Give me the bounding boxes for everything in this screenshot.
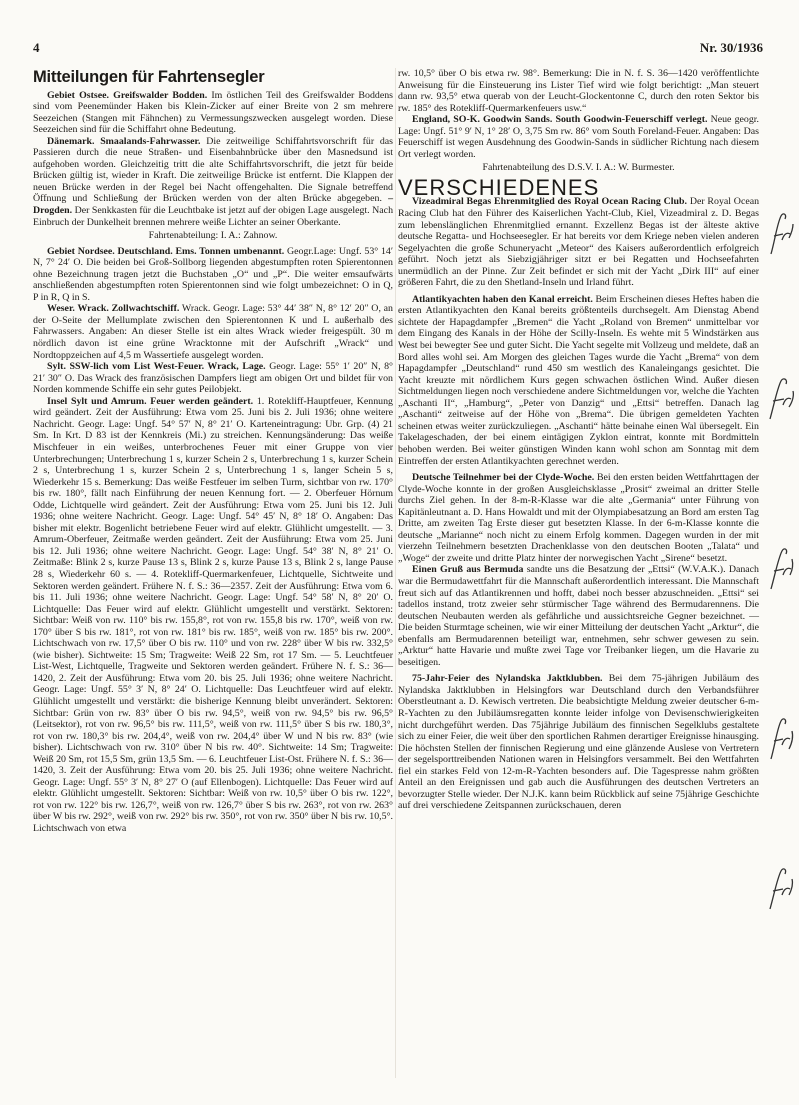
issue-number: Nr. 30/1936 bbox=[699, 40, 763, 55]
body-nylandska: Bei dem 75-jährigen Jubiläum des Nylandska Jaktklubben in Helsingfors war Deutschland durch den Verbandsführer Oberstleutnant a. D. Kewisch vertreten. Die beabsichtigte Meldung zweier deutscher 6-m-R-Yachten zu den Jubiläumsregatten konnte leider infolge von Devisenschwierigkeiten nicht durchgeführt werden. Das 75jährige Jubiläum des finnischen Segelklubs gestaltete sich zu einer Feier, die weit über den sportlichen Rahmen derartiger Ereignisse hinausging. Die höchsten Stellen der finnischen Regierung und eine glänzende Auslese von Vertretern der segelsporttreibenden Nationen waren in Helsingfors versammelt. Bei den Wettfahrten fiel ein starkes Feld von 12-m-R-Yachten besonders auf. Die Tagespresse nahm größten Anteil an den Ereignissen und gab auch die Ausführungen des deutschen Vertreters an bevorzugter Stelle wieder. Der N.J.K. kann beim Rückblick auf seine 75jährige Geschichte auf drei verschiedene Zeitspannen zurückschauen, deren bbox=[398, 673, 759, 812]
heading-nylandska: 75-Jahr-Feier des Nylandska Jaktklubben. bbox=[412, 673, 603, 685]
signature-zahnow: Fahrtenabteilung: I. A.: Zahnow. bbox=[148, 230, 278, 242]
heading-nordsee: Gebiet Nordsee. Deutschland. Ems. Tonnen umbenannt. bbox=[47, 245, 285, 257]
handwritten-note-3 bbox=[765, 545, 795, 591]
handwritten-note-1 bbox=[765, 210, 795, 256]
paragraph-sylt bbox=[33, 361, 393, 396]
body-ostsee: Im östlichen Teil des Greifswalder Boddens sind vom Peenemünder Haken bis Klein-Zicker auf einer Breite von 2 sm mehrere Seezeichen (Stangen mit Fähnchen) zu Vermessungszwecken ausgelegt worden. Diese Seezeichen sind für die Schiffahrt ohne Bedeutung. bbox=[33, 89, 393, 136]
heading-clyde: Deutsche Teilnehmer bei der Clyde-Woche. bbox=[412, 472, 595, 484]
handwritten-note-4 bbox=[765, 715, 795, 761]
paragraph-england bbox=[398, 114, 759, 160]
heading-daenemark: Dänemark. Smaalands-Fahrwasser. bbox=[47, 135, 201, 147]
body-daenemark: Die zeitweilige Schiffahrtsvorschrift für das Passieren durch die neue Straßen- und Eisenbahnbrücke über den Masnedsund ist aufgehoben worden. Gleichzeitig tritt die alte Schiffahrtsvorschrift, die jetzt für beide Brücken gültig ist, wieder in Kraft. Die zeitweilige Brücke ist entfernt. Die Klappen der neuen Brücke werden in der Regel bei Nacht offengehalten. Die Signale betreffend Öffnung und Schließung der Brücken werden von der alten Brücke abgegeben. bbox=[33, 135, 394, 205]
heading-atlantik: Atlantikyachten haben den Kanal erreicht. bbox=[412, 293, 593, 305]
heading-ostsee: Gebiet Ostsee. Greifswalder Bodden. bbox=[47, 89, 208, 101]
handwritten-note-2 bbox=[765, 375, 795, 421]
body-drogden: Der Senkkasten für die Leuchtbake ist jetzt auf der obigen Lage ausgelegt. Nach Einbruch der Dunkelheit brennen mehrere weiße Lichter an seiner Oberkante. bbox=[33, 205, 394, 228]
body-weser: Wrack. Geogr. Lage: 53° 44′ 38″ N, 8° 12′ 20″ O, an der O-Seite der Mellumplate zwischen den Spierentonnen K und L außerhalb des Fahrwassers. Angaben: An dieser Stelle ist ein altes Wrack wieder freigespült. 30 m nördlich davon ist eine grüne Wracktonne mit der Aufschrift „Wrack“ und Nordtoppzeichen auf 4,5 m Wassertiefe ausgelegt worden. bbox=[33, 303, 393, 361]
body-sylt: Geogr. Lage: 55° 1′ 20″ N, 8° 21′ 30″ O. Das Wrack des französischen Dampfers liegt am obigen Ort und bildet für von Norden kommende Schiffe ein sehr gutes Peilobjekt. bbox=[33, 361, 393, 396]
heading-bermuda: Einen Gruß aus Bermuda bbox=[412, 564, 524, 576]
section-title-verschiedenes: VERSCHIEDENES bbox=[398, 174, 600, 200]
body-england: Neue geogr. Lage: Ungf. 51° 9′ N, 1° 28′ O, 3,75 Sm rw. 86° vom South Foreland-Feuer. Angaben: Das Feuerschiff ist wegen Ausdehnung des Goodwin-Sands in südlicher Richtung nach diesem Ort verlegt worden. bbox=[398, 114, 760, 160]
column-divider bbox=[395, 68, 396, 1078]
paragraph-daenemark bbox=[33, 136, 393, 228]
section-title-fahrtensegler: Mitteilungen für Fahrtensegler bbox=[33, 68, 265, 86]
signature-burmester: Fahrtenabteilung des D.S.V. I. A.: W. Burmester. bbox=[482, 162, 675, 174]
paragraph-ostsee bbox=[33, 90, 393, 136]
paragraph-amrum bbox=[33, 396, 393, 835]
right-column bbox=[398, 68, 759, 812]
paragraph-weser bbox=[33, 303, 393, 361]
body-atlantik: Beim Erscheinen dieses Heftes haben die ersten Atlantikyachten den Kanal bereits größtenteils durchsegelt. Am Dienstag Abend sichtete der Hapagdampfer „Bremen“ die Yacht „Roland von Bremen“ unmittelbar vor dem Eingang des Kanals in der Höhe der Scilly-Inseln. Es wehte mit 5 Windstärken aus West bei bewegter See und guter Sicht. Die Yacht segelte mit Vollzeug und meldete, daß an Bord alles wohl sei. Am Morgen des gleichen Tages wurde die Yacht „Brema“ von dem Hapagdampfer „Deutschland“ rund 450 sm westlich des Kanaleingangs gesichtet. Die Yacht kreuzte mit nördlichem Kurs gegen schwachen östlichen Wind. Außer diesen Sichtmeldungen liegen noch verschiedene andere Sichtmeldungen vor, welche die Yachten „Aschanti II“, „Hamburg“, „Peter von Danzig“ und „Ettsi“ betreffen. Danach lag „Aschanti“ zeitweise auf der Höhe von „Brema“. Die übrigen gemeldeten Yachten scheinen etwas weiter zurückzuliegen. „Aschanti“ hätte beinahe einen Wal übersegelt. Ein Takelageschaden, der bei einem eintägigen Zyklon eintrat, konnte mit Bordmitteln behoben werden. Bei weiter günstigen Winden kann wohl schon am Sonntag mit dem Eintreffen der ersten Atlantikyachten gerechnet werden. bbox=[398, 293, 759, 467]
heading-sylt: Sylt. SSW-lich vom List West-Feuer. Wrack, Lage. bbox=[47, 361, 266, 373]
paragraph-nylandska bbox=[398, 673, 759, 812]
heading-drogden: – Drogden. bbox=[33, 193, 394, 217]
paragraph-atlantik bbox=[398, 294, 759, 467]
body-amrum: 1. Rotekliff-Hauptfeuer, Kennung wird geändert. Zeit der Ausführung: Etwa vom 25. Juni bis 2. Juli 1936; ohne weitere Nachricht. Geogr. Lage: Ungf. 54° 57′ N, 8° 21′ O. Karteneintragung: Ubr. Grp. (4) 21 Sm. In Krt. D 83 ist der Kennkreis (Mi.) zu streichen. Kennungsänderung: Das weiße Mischfeuer in ein weißes, unterbrochenes Feuer mit einer Gruppe von vier Unterbrechungen; Unterbrechung 1 s, kurzer Schein 2 s, Unterbrechung 1 s, kurzer Schein 2 s, Unterbrechung 1 s, kurzer Schein 2 s, Unterbrechung 1 s, langer Schein 5 s, Wiederkehr 15 s. Bemerkung: Das weiße Festfeuer im selben Turm, sichtbar von rw. 170° bis rw. 180°, fällt nach Einführung der neuen Kennung fort. — 2. Oberfeuer Hörnum Odde, Lichtquelle wird geändert. Zeit der Ausführung: Etwa vom 25. Juni bis 12. Juli 1936; ohne weitere Nachricht. Geogr. Lage: Ungf. 54° 45′ N, 8° 18′ O. Angaben: Das bisher mit elektr. Bogenlicht betriebene Feuer wird auf elektr. Glühlicht umgestellt. — 3. Amrum-Oberfeuer, Zeitmaße werden geändert. Zeit der Ausführung: Etwa vom 25. Juni bis 12. Juli 1936; ohne weitere Nachricht. Geogr. Lage: Ungf. 54° 38′ N, 8° 21′ O. Zeitmaße: Blink 2 s, kurze Pause 13 s, Blink 2 s, kurze Pause 13 s, Blink 2 s, lange Pause 28 s, Wiederkehr 60 s. — 4. Rotekliff-Quermarkenfeuer, Lichtquelle, Sichtweite und Sektoren werden geändert. Frühere N. f. S.: 36—2357. Zeit der Ausführung: Etwa vom 6. bis 11. Juli 1936; ohne weitere Nachricht. Geogr. Lage: Ungf. 54° 58′ N, 8° 20′ O. Lichtquelle: Das Feuer wird auf elektr. Glühlicht umgestellt und verstärkt. Sektoren: Sichtbar: Weiß von rw. 110° bis rw. 155,8°, rot von rw. 155,8 bis rw. 170°, weiß von rw. 170° über S bis rw. 181°, rot von rw. 181° bis rw. 185°, weiß von rw. 185° bis rw. 200°. Lichtschwach von rw. 17,5° über O bis rw. 110° und von rw. 228° über W bis rw. 332,5° (wie bisher). Sichtweite: 15 Sm; Tragweite: Weiß 22 Sm, rot 17 Sm. — 5. Leuchtfeuer List-West, Lichtquelle, Tragweite und Sektoren werden geändert. Frühere N. f. S.: 36—1420, 2. Zeit der Ausführung: Etwa vom 20. bis 25. Juli 1936; ohne weitere Nachricht. Geogr. Lage: Ungf. 55° 3′ N, 8° 24′ O. Lichtquelle: Das Leuchtfeuer wird auf elektr. Glühlicht umgestellt und verstärkt: die bisherige Kennung bleibt unverändert. Sektoren: Sichtbar: Grün von rw. 83° über O bis rw. 94,5°, weiß von rw. 94,5° bis rw. 96,5° (Leitsektor), rot von rw. 96,5° bis rw. 111,5°, weiß von rw. 111,5° über S bis rw. 180,3°, rot von rw. 180,3° bis rw. 204,4°, weiß von rw. 204,4° über W und N bis rw. 83° (wie bisher). Lichtschwach von rw. 310° über N bis rw. 40°. Sichtweite: 14 Sm; Tragweite: Weiß 20 Sm, rot 15,5 Sm, grün 13,5 Sm. — 6. Leuchtfeuer List-Ost. Frühere N. f. S.: 36—1420, 3. Zeit der Ausführung: Etwa vom 20. bis 25. Juli 1936; ohne weitere Nachricht. Geogr. Lage: Ungf. 55° 3′ N, 8° 27′ O (auf Ellenbogen). Lichtquelle: Das Feuer wird auf elektr. Glühlicht umgestellt. Sektoren: Sichtbar: Weiß von rw. 10,5° über O bis rw. 122°, rot von rw. 122° bis rw. 126,7°, weiß von rw. 126,7° über S bis rw. 263°, rot von rw. 263° über W bis rw. 292°, weiß von rw. 292° bis rw. 350°, rot von rw. 350° über N bis rw. 10,5°. Lichtschwach von etwa bbox=[33, 395, 393, 834]
left-column bbox=[33, 68, 393, 835]
body-bermuda: sandte uns die Besatzung der „Ettsi“ (W.V.A.K.). Danach war die Bermudawettfahrt für die Mannschaft außerordentlich interessant. Die Mannschaft freut sich auf das Atlantikrennen und hofft, dabei noch besser abzuschneiden. „Ettsi“ sei tadellos instand, trotz zweier sehr stürmischer Tage während des Bermudarennens. Die deutschen Neubauten werden als gefährliche und aussichtsreiche Gegner bezeichnet. — Die beiden Sturmtage scheinen, wie wir einer Mitteilung der deutschen Yacht „Arktur“, die ebenfalls am Bermudarennen beteiligt war, entnehmen, sehr schwer gewesen zu sein. „Arktur“ hatte Havarie und mußte zwei Tage vor Treibanker liegen, um die Havarie zu beseitigen. bbox=[398, 564, 759, 668]
body-begas: Der Royal Ocean Racing Club hat den Führer des Kaiserlichen Yacht-Club, Kiel, Vizeadmiral z. D. Begas zum lebenslänglichen Ehrenmitglied ernannt. Exzellenz Begas ist der älteste aktive deutsche Regatta- und Hochseesegler. Er hat bereits vor dem Kriege neben vielen anderen Segelyachten die große Schuneryacht „Meteor“ des Kaisers außerordentlich erfolgreich geführt. Noch jetzt als Siebzigjähriger sitzt er bei Regatten und Hochseefahrten unermüdlich an der Pinne. Zur Zeit befindet er sich mit der Yacht „Dirk III“ auf einer größeren Fahrt, die zu den Shetland-Inseln und Irland führt. bbox=[398, 196, 760, 289]
paragraph-begas bbox=[398, 196, 759, 288]
handwritten-note-5 bbox=[765, 865, 795, 911]
heading-amrum: Insel Sylt und Amrum. Feuer werden geändert. bbox=[47, 395, 254, 407]
paragraph-bermuda bbox=[398, 564, 759, 668]
paragraph-clyde bbox=[398, 472, 759, 564]
page-number: 4 bbox=[33, 40, 40, 55]
body-clyde: Bei den ersten beiden Wettfahrttagen der Clyde-Woche konnte in der großen Ausgleichsklasse „Prosit“ zweimal an dritter Stelle durchs Ziel gehen. In der 8-m-R-Klasse war die alte „Germania“ unter Führung von Kapitänleutnant a. D. Hans Howaldt und mit der Olympiabesatzung an Bord am ersten Tag Dritte, am zweiten Tag Erste dieser gut besetzten Klasse. In der 6-m-Klasse konnte die deutsche „Marianne“ noch nicht zu einem Erfolg kommen. Dagegen wurden in der mit vierzehn Teilnehmern besetzten Drachenklasse von den deutschen Booten „Talata“ und „Woge“ der zweite und dritte Platz hinter der norwegischen Yacht „Sirene“ besetzt. bbox=[398, 472, 759, 564]
paragraph-nordsee bbox=[33, 246, 393, 304]
heading-england: England, SO-K. Goodwin Sands. South Goodwin-Feuerschiff verlegt. bbox=[412, 114, 708, 126]
heading-begas: Vizeadmiral Begas Ehrenmitglied des Royal Ocean Racing Club. bbox=[412, 196, 687, 208]
paragraph-continued: rw. 10,5° über O bis etwa rw. 98°. Bemerkung: Die in N. f. S. 36—1420 veröffentlichte Anweisung für die Einsteuerung ins Lister Tief wird wie folgt berichtigt: „Man steuert dann rw. 93,5° etwa querab von der Leucht-Glockentonne C, durch den roten Sektor bis rw. 185° des Rotekliff-Quermarkenfeuers usw.“ bbox=[398, 68, 759, 114]
body-nordsee: Geogr.Lage: Ungf. 53° 14′ N, 7° 24′ O. Die beiden bei Groß-Sollborg liegenden abgestumpften roten Spierentonnen ohne Bezeichnung tragen jetzt die Buchstaben „O“ und „P“. Die weiter emsaufwärts anschließenden abgestumpften roten Spierentonnen sind wie folgt umbezeichnet: O in Q, P in R, Q in S. bbox=[33, 245, 394, 303]
heading-weser: Weser. Wrack. Zollwachtschiff. bbox=[47, 303, 180, 315]
